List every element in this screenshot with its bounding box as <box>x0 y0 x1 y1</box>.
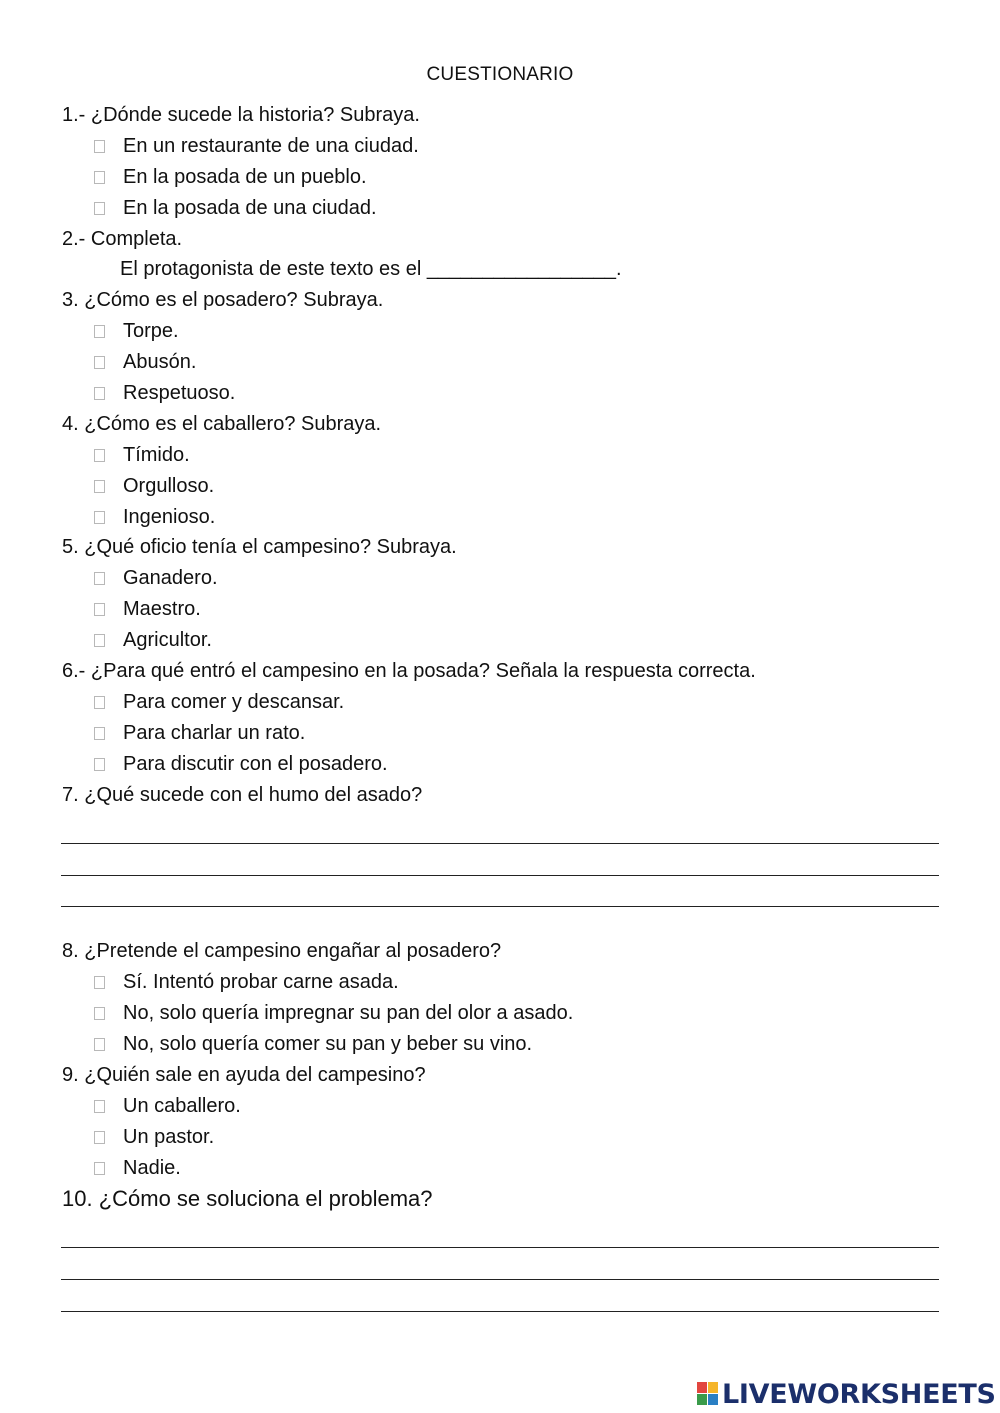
answer-line[interactable] <box>61 906 939 907</box>
option-label: Ganadero. <box>123 567 218 589</box>
option[interactable] <box>93 166 367 189</box>
option-label: En la posada de un pueblo. <box>123 166 367 188</box>
option-label: Abusón. <box>123 351 197 373</box>
option[interactable] <box>93 753 388 776</box>
checkbox-icon[interactable] <box>94 1131 105 1144</box>
option-label: Nadie. <box>123 1157 181 1179</box>
answer-line[interactable] <box>61 875 939 876</box>
option-label: Orgulloso. <box>123 475 215 497</box>
checkbox-icon[interactable] <box>94 356 105 369</box>
checkbox-icon[interactable] <box>94 202 105 215</box>
question-7: 7. ¿Qué sucede con el humo del asado? <box>62 784 423 806</box>
option[interactable] <box>93 444 190 467</box>
option-label: Para discutir con el posadero. <box>123 753 388 775</box>
question-3: 3. ¿Cómo es el posadero? Subraya. <box>62 289 384 311</box>
option[interactable] <box>93 629 212 652</box>
option-label: Maestro. <box>123 598 201 620</box>
option-label: En la posada de una ciudad. <box>123 197 377 219</box>
checkbox-icon[interactable] <box>94 1038 105 1051</box>
option-label: Respetuoso. <box>123 382 236 404</box>
question-5: 5. ¿Qué oficio tenía el campesino? Subraya. <box>62 536 457 558</box>
checkbox-icon[interactable] <box>94 976 105 989</box>
answer-line[interactable] <box>61 1279 939 1280</box>
option[interactable] <box>93 1095 241 1118</box>
option[interactable] <box>93 475 214 498</box>
option[interactable] <box>93 1002 573 1025</box>
option[interactable] <box>93 1157 181 1180</box>
option-label: Un caballero. <box>123 1095 241 1117</box>
checkbox-icon[interactable] <box>94 387 105 400</box>
checkbox-icon[interactable] <box>94 572 105 585</box>
option-label: Para charlar un rato. <box>123 722 306 744</box>
option[interactable] <box>93 1033 532 1056</box>
logo-mark-icon <box>697 1382 719 1406</box>
checkbox-icon[interactable] <box>94 696 105 709</box>
checkbox-icon[interactable] <box>94 171 105 184</box>
checkbox-icon[interactable] <box>94 449 105 462</box>
option-label: Tímido. <box>123 444 190 466</box>
liveworksheets-logo[interactable] <box>697 1378 996 1410</box>
option-label: No, solo quería impregnar su pan del olor a asado. <box>123 1002 574 1024</box>
option[interactable] <box>93 1126 214 1149</box>
option[interactable] <box>93 722 305 745</box>
page-title: CUESTIONARIO <box>426 64 574 85</box>
option[interactable] <box>93 506 215 529</box>
checkbox-icon[interactable] <box>94 325 105 338</box>
option[interactable] <box>93 598 201 621</box>
option[interactable] <box>93 382 235 405</box>
logo-text: LIVEWORKSHEETS <box>722 1378 996 1410</box>
option-label: Torpe. <box>123 320 179 342</box>
checkbox-icon[interactable] <box>94 634 105 647</box>
checkbox-icon[interactable] <box>94 1100 105 1113</box>
option-label: No, solo quería comer su pan y beber su vino. <box>123 1033 533 1055</box>
checkbox-icon[interactable] <box>94 480 105 493</box>
option[interactable] <box>93 320 179 343</box>
option[interactable] <box>93 691 344 714</box>
question-8: 8. ¿Pretende el campesino engañar al posadero? <box>62 940 502 962</box>
option-label: Para comer y descansar. <box>123 691 345 713</box>
checkbox-icon[interactable] <box>94 1007 105 1020</box>
option[interactable] <box>93 197 377 220</box>
option[interactable] <box>93 971 399 994</box>
fill-in-blank[interactable]: El protagonista de este texto es el _________________. <box>120 258 622 280</box>
question-9: 9. ¿Quién sale en ayuda del campesino? <box>62 1064 426 1086</box>
checkbox-icon[interactable] <box>94 727 105 740</box>
checkbox-icon[interactable] <box>94 1162 105 1175</box>
checkbox-icon[interactable] <box>94 140 105 153</box>
option[interactable] <box>93 351 196 374</box>
answer-line[interactable] <box>61 843 939 844</box>
option-label: Agricultor. <box>123 629 212 651</box>
option[interactable] <box>93 567 218 590</box>
checkbox-icon[interactable] <box>94 511 105 524</box>
option-label: En un restaurante de una ciudad. <box>123 135 419 157</box>
question-4: 4. ¿Cómo es el caballero? Subraya. <box>62 413 382 435</box>
question-6: 6.- ¿Para qué entró el campesino en la posada? Señala la respuesta correcta. <box>62 660 756 682</box>
option[interactable] <box>93 135 419 158</box>
answer-line[interactable] <box>61 1311 939 1312</box>
checkbox-icon[interactable] <box>94 758 105 771</box>
answer-line[interactable] <box>61 1247 939 1248</box>
question-1: 1.- ¿Dónde sucede la historia? Subraya. <box>62 104 420 126</box>
option-label: Sí. Intentó probar carne asada. <box>123 971 399 993</box>
option-label: Ingenioso. <box>123 506 216 528</box>
question-10: 10. ¿Cómo se soluciona el problema? <box>62 1186 433 1211</box>
option-label: Un pastor. <box>123 1126 215 1148</box>
checkbox-icon[interactable] <box>94 603 105 616</box>
question-2: 2.- Completa. <box>62 228 183 250</box>
